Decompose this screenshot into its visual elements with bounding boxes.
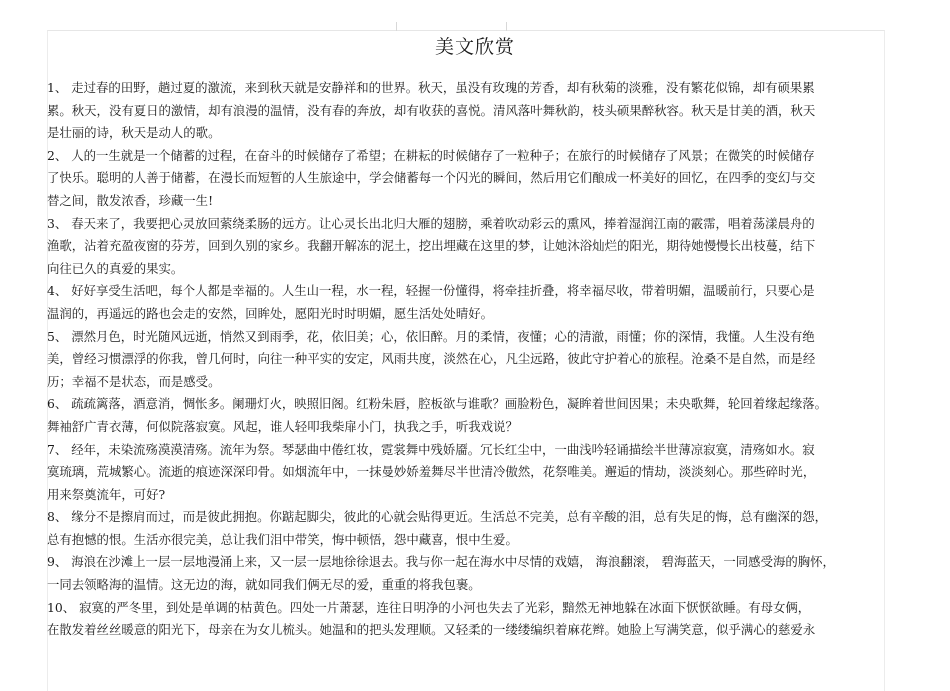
- page-title: 美文欣赏: [434, 36, 515, 58]
- page-tab-marker-right: [506, 22, 507, 31]
- text-line: 寞琉璃，荒城繁心。流逝的痕迹深深印骨。如烟流年中，一抹曼妙娇羞舞尽半世清冷傲然，花祭唯美。邂逅的情劫，淡淡刻心。那些碎时光，: [47, 464, 816, 480]
- text-line: 用来祭奠流年，可好?: [47, 486, 166, 502]
- text-line: 替之间，散发浓香，珍藏一生!: [47, 192, 214, 208]
- text-line: 10、 寂寞的严冬里，到处是单调的枯黄色。四处一片萧瑟，连往日明净的小河也失去了光彩，黯然无神地躲在冰面下恹恹欲睡。有母女俩，: [47, 599, 811, 615]
- page-tab-marker-left: [396, 22, 397, 31]
- text-line: 渔歌，沾着充盈夜窗的芬芳，回到久别的家乡。我翻开解冻的泥土，挖出埋藏在这里的梦，让她沐浴灿烂的阳光，期待她慢慢长出枝蔓，结下: [47, 238, 816, 254]
- text-line: 历；幸福不是状态，而是感受。: [47, 373, 221, 389]
- text-line: 温润的，再遥远的路也会走的安然，回眸处，愿阳光时时明媚，愿生活处处晴好。: [47, 305, 494, 321]
- text-line: 舞袖舒广青衣薄，何似院落寂寞。风起，谁人轻叩我柴扉小门，执我之手，听我戏说？: [47, 418, 518, 434]
- text-line: 是壮丽的诗，秋天是动人的歌。: [47, 125, 221, 141]
- document-body: [47, 77, 887, 642]
- text-line: 2、 人的一生就是一个储蓄的过程，在奋斗的时候储存了希望；在耕耘的时候储存了一粒种子；在旅行的时候储存了风景；在微笑的时候储存: [47, 147, 815, 163]
- text-line: 累。秋天，没有夏日的激情，却有浪漫的温情，没有春的奔放，却有收获的喜悦。清风落叶舞秋韵，枝头硕果醉秋容。秋天是甘美的酒，秋天: [47, 102, 816, 118]
- text-line: 了快乐。聪明的人善于储蓄，在漫长而短暂的人生旅途中，学会储蓄每一个闪光的瞬间，然后用它们酿成一杯美好的回忆，在四季的变幻与交: [47, 170, 816, 186]
- text-line: 美，曾经习惯漂浮的你我，曾几何时，向往一种平实的安定，风雨共度，淡然在心，凡尘远路，彼此守护着心的旅程。沧桑不是自然，而是经: [47, 351, 816, 367]
- text-line: 3、 春天来了，我要把心灵放回萦绕柔肠的远方。让心灵长出北归大雁的翅膀，乘着吹动彩云的熏风，捧着湿润江南的霰霈，唱着荡漾晨舟的: [47, 215, 815, 231]
- text-line: 一同去领略海的温情。这无边的海，就如同我们俩无尽的爱，重重的将我包裹。: [47, 577, 481, 593]
- text-line: 1、 走过春的田野，趟过夏的激流，来到秋天就是安静祥和的世界。秋天，虽没有玫瑰的芳香，却有秋菊的淡雅，没有繁花似锦，却有硕果累: [47, 80, 815, 95]
- text-line: 4、 好好享受生活吧，每个人都是幸福的。人生山一程，水一程，轻握一份懂得，将牵挂折叠，将幸福尽收，带着明媚，温暖前行，只要心是: [47, 283, 815, 299]
- text-line: 9、 海浪在沙滩上一层一层地漫涌上来，又一层一层地徐徐退去。我与你一起在海水中尽情的戏嬉， 海浪翻滚， 碧海蓝天，一同感受海的胸怀，: [47, 554, 835, 570]
- text-line: 7、 经年，未染流殇漠漠清殇。流年为祭。琴瑟曲中倦红妆，霓裳舞中残娇靥。冗长红尘中，一曲浅吟轻诵描绘半世薄凉寂寞，清殇如水。寂: [47, 441, 815, 457]
- text-line: 总有抱憾的恨。生活亦很完美，总让我们泪中带笑，悔中顿悟，怨中藏喜，恨中生爱。: [47, 531, 518, 547]
- text-line: 6、 疏疏篱落，酒意消，惆怅多。阑珊灯火，映照旧阁。红粉朱唇，腔板欲与谁歌？画脸粉色，凝眸着世间因果；未央歌舞，轮回着缘起缘落。: [47, 396, 828, 412]
- text-line: 在散发着丝丝暖意的阳光下，母亲在为女儿梳头。她温和的把头发理顺。又轻柔的一缕缕编织着麻花辫。她脸上写满笑意，似乎满心的慈爱永: [47, 622, 816, 638]
- text-line: 向往已久的真爱的果实。: [47, 260, 184, 276]
- text-line: 8、 缘分不是擦肩而过，而是彼此拥抱。你踮起脚尖，彼此的心就会贴得更近。生活总不完美，总有辛酸的泪，总有失足的悔，总有幽深的怨，: [47, 509, 828, 525]
- text-line: 5、 漂然月色，时光随风远逝，悄然又到雨季，花，依旧美；心，依旧醉。月的柔情，夜懂；心的清澈，雨懂；你的深情，我懂。人生没有绝: [47, 328, 815, 344]
